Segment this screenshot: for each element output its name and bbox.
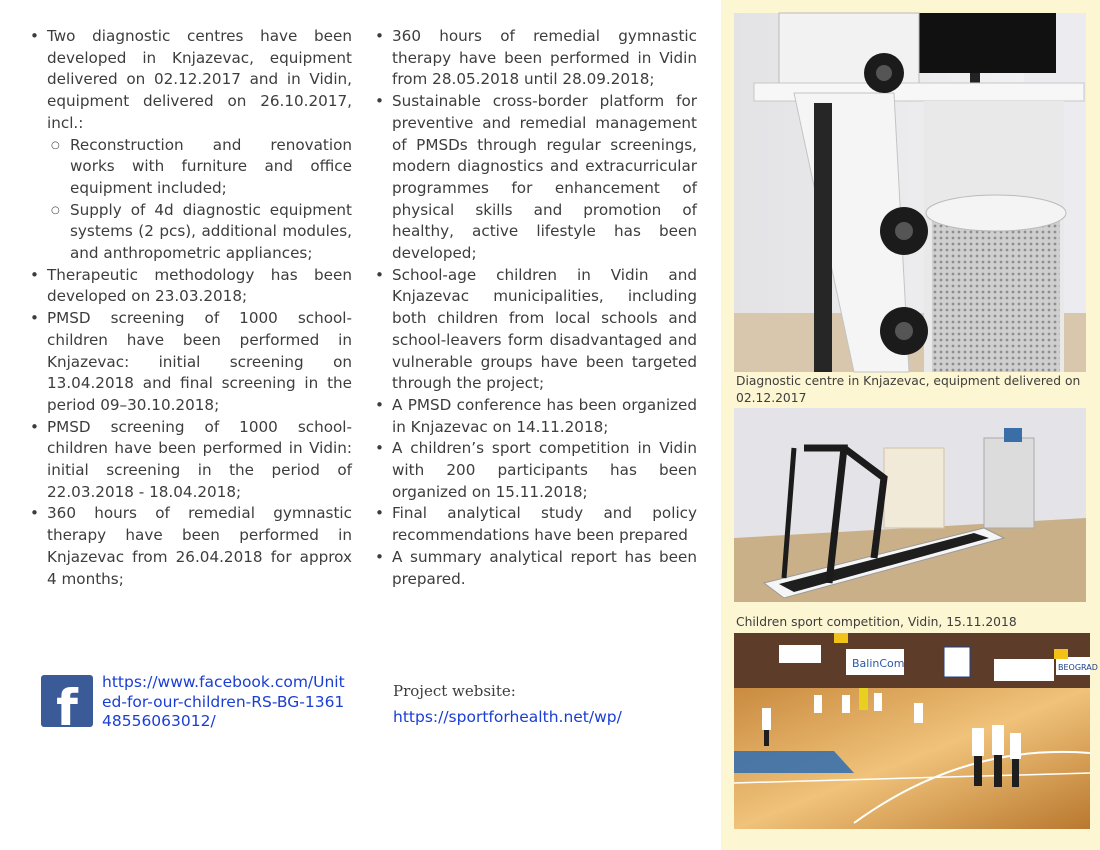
beograd-banner: BEOGRAD <box>1058 663 1098 672</box>
sport-competition-photo <box>734 633 1098 829</box>
facebook-letter: f <box>56 679 78 737</box>
sub-list-item: ○ Supply of 4d diagnostic equipment systems (2 pcs), additional modules, and anthropometric appliances; <box>47 200 352 265</box>
bullet-text: Two diagnostic centres have been developed in Knjazevac, equipment delivered on 02.12.2017 and in Vidin, equipment delivered on 26.10.2017, incl.: <box>47 27 352 132</box>
project-website-link[interactable]: https://sportforhealth.net/wp/ <box>393 708 622 726</box>
sub-bullet-list <box>47 135 352 265</box>
list-item: • A summary analytical report has been prepared. <box>372 547 697 590</box>
photo-caption-2: Children sport competition, Vidin, 15.11.2018 <box>736 615 1017 629</box>
list-item: • A children’s sport competition in Vidin with 200 participants has been organized on 15.11.2018; <box>372 438 697 503</box>
photo-caption-1: Diagnostic centre in Knjazevac, equipment delivered on 02.12.2017 <box>736 374 1081 405</box>
list-item: • Final analytical study and policy recommendations have been prepared <box>372 503 697 546</box>
project-website-label: Project website: <box>393 682 516 700</box>
list-item: • A PMSD conference has been organized in Knjazevac on 14.11.2018; <box>372 395 697 438</box>
list-item: • Therapeutic methodology has been developed on 23.03.2018; <box>27 265 352 308</box>
list-item: • PMSD screening of 1000 school-children have been performed in Knjazevac: initial screening on 13.04.2018 and final screening in the period 09–30.10.2018; <box>27 308 352 417</box>
list-item: • Sustainable cross-border platform for preventive and remedial management of PMSDs through regular screenings, modern diagnostics and extracurricular programmes for enhancement of physical skills and promotion of healthy, active lifestyle has been developed; <box>372 91 697 265</box>
treadmill-room-photo <box>734 408 1086 602</box>
list-item: • 360 hours of remedial gymnastic therapy have been performed in Knjazevac from 26.04.2018 for approx 4 months; <box>27 503 352 590</box>
list-item: • School-age children in Vidin and Knjazevac municipalities, including both children from local schools and school-leavers form disadvantaged and vulnerable groups have been targeted through the project; <box>372 265 697 395</box>
left-text-column <box>27 26 352 590</box>
right-text-column <box>372 26 697 590</box>
balincom-banner: BalinCom <box>852 657 905 670</box>
list-item: • PMSD screening of 1000 school-children have been performed in Vidin: initial screening in the period of 22.03.2018 - 18.04.2018; <box>27 417 352 504</box>
right-bullet-list <box>372 26 697 590</box>
diagnostic-equipment-photo <box>734 13 1086 372</box>
facebook-link[interactable]: https://www.facebook.com/United-for-our-children-RS-BG-136148556063012/ <box>102 673 345 730</box>
left-bullet-list <box>27 26 352 590</box>
facebook-icon[interactable] <box>41 675 93 737</box>
sub-list-item: ○ Reconstruction and renovation works with furniture and office equipment included; <box>47 135 352 200</box>
list-item <box>27 26 352 265</box>
list-item: • 360 hours of remedial gymnastic therapy have been performed in Vidin from 28.05.2018 until 28.09.2018; <box>372 26 697 91</box>
